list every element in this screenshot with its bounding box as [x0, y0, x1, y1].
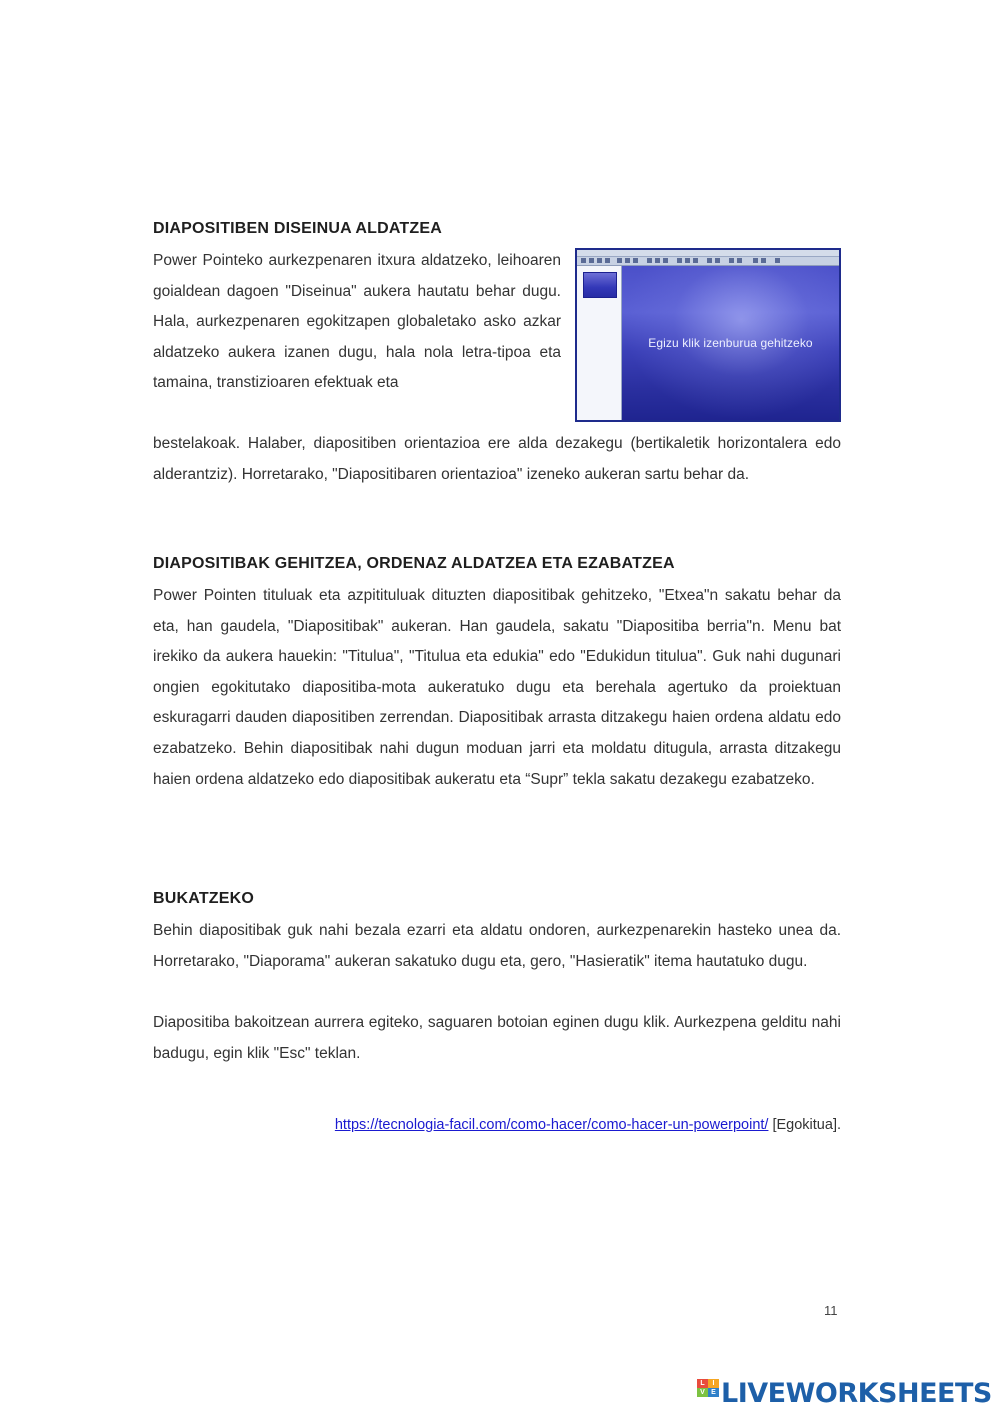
section-heading-design: DIAPOSITIBEN DISEINUA ALDATZEA [153, 220, 442, 237]
brand-name: LIVEWORKSHEETS [721, 1377, 992, 1409]
liveworksheets-brand[interactable] [697, 1375, 992, 1411]
section-paragraph-finish-1: Behin diapositibak guk nahi bezala ezarri eta aldatu ondoren, aurkezpenarekin hasteko unea da. Horretarako, "Diaporama" aukeran sakatuko dugu eta, gero, "Hasieratik" itema hautatuko dugu. [153, 922, 841, 970]
source-link[interactable]: https://tecnologia-facil.com/como-hacer/como-hacer-un-powerpoint/ [334, 1117, 769, 1133]
page-number: 11 [824, 1303, 838, 1318]
section-paragraph-design-part2: bestelakoak. Halaber, diapositiben orientazioa ere alda dezakegu (bertikaletik horizontalera edo alderantziz). Horretarako, "Diapositibaren orientazioa" izeneko aukeran sartu behar da. [153, 435, 841, 483]
screenshot-slide-panel [577, 266, 622, 420]
section-heading-add-slides: DIAPOSITIBAK GEHITZEA, ORDENAZ ALDATZEA ETA EZABATZEA [153, 555, 675, 572]
screenshot-slide-thumbnail [583, 272, 617, 298]
section-paragraph-add-slides: Power Pointen tituluak eta azpitituluak dituzten diapositibak gehitzeko, "Etxea"n sakatu behar da eta, han gaudela, "Diapositibak" aukeran. Han gaudela, sakatu "Diapositiba berria"n. Menu bat irekiko da aukera hauekin: "Titulua", "Titulua eta edukia" edo "Edukidun titulua". Guk nahi dugunari ongien egokitutako diapositiba-mota aukeratuko dugu eta berehala agertuko da proiektuan eskuragarri dauden diapositiben zerrendan. Diapositibak arrasta ditzakegu haien ordena aldatu edo ezabatzeko. Behin diapositibak nahi dugun moduan jarri eta moldatu ditugula, arrasta ditzakegu haien ordena aldatzeko edo diapositibak aukeratu eta “Supr” tekla sakatu dezakegu ezabatzeko. [153, 587, 841, 788]
powerpoint-screenshot [575, 248, 841, 422]
section-paragraph-design-part1: Power Pointeko aurkezpenaren itxura aldatzeko, leihoaren goialdean dagoen "Diseinua" aukera hautatu behar dugu. Hala, aurkezpenaren egokitzapen globaletako asko azkar aldatzeko aukera izanen dugu, hala nola letra-tipoa eta tamaina, transtizioaren efektuak eta [153, 252, 561, 392]
source-citation [335, 1117, 841, 1133]
screenshot-slide-title: Egizu klik izenburua gehitzeko [648, 336, 813, 350]
screenshot-slide [622, 266, 839, 420]
screenshot-menubar [577, 250, 839, 257]
section-heading-finish: BUKATZEKO [153, 890, 255, 907]
screenshot-toolbar [577, 257, 839, 266]
logo-letter: V [697, 1388, 708, 1397]
logo-letter: L [697, 1379, 708, 1388]
source-suffix: [Egokitua]. [768, 1117, 841, 1133]
logo-letter: I [708, 1379, 719, 1388]
logo-letter: E [708, 1388, 719, 1397]
section-paragraph-finish-2: Diapositiba bakoitzean aurrera egiteko, saguaren botoian eginen dugu klik. Aurkezpena gelditu nahi badugu, egin klik "Esc" teklan. [153, 1014, 841, 1062]
liveworksheets-logo-icon [697, 1379, 719, 1407]
